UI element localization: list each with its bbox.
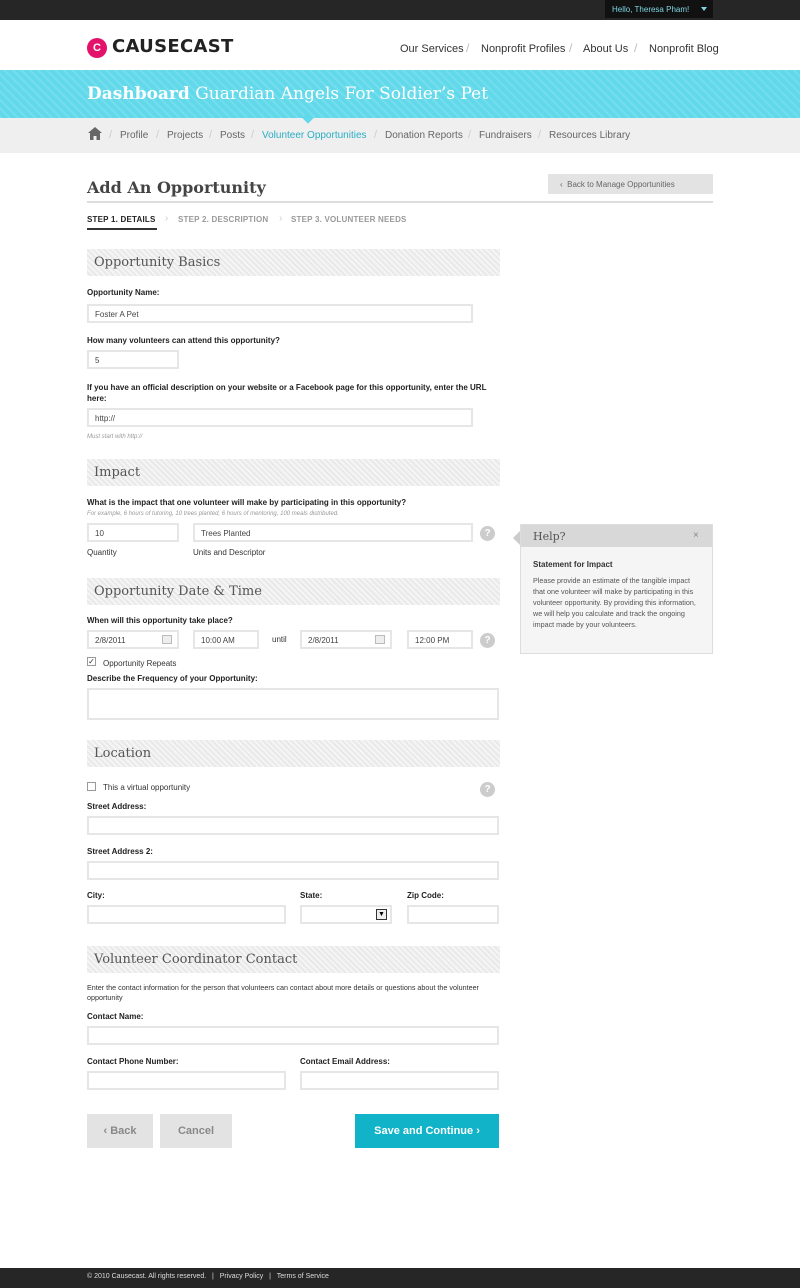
logo-mark[interactable]: C: [87, 38, 107, 58]
subnav-volunteer-opportunities[interactable]: Volunteer Opportunities: [262, 130, 367, 141]
chevron-left-icon: ‹: [560, 180, 563, 189]
street-label: Street Address:: [87, 802, 147, 811]
subnav-separator: /: [251, 129, 255, 141]
subnav-profile[interactable]: Profile: [120, 130, 149, 141]
subnav-resources-library[interactable]: Resources Library: [549, 130, 631, 141]
copyright: © 2010 Causecast. All rights reserved.: [87, 1273, 207, 1280]
quantity-label: Quantity: [87, 548, 117, 557]
subnav-separator: /: [468, 129, 472, 141]
city-input[interactable]: [87, 905, 286, 924]
url-input[interactable]: http://: [87, 408, 473, 427]
help-icon[interactable]: ?: [480, 526, 495, 541]
volunteer-count-label: How many volunteers can attend this opportunity?: [87, 336, 280, 345]
save-continue-button[interactable]: Save and Continue ›: [355, 1114, 499, 1148]
url-hint: Must start with http://: [87, 434, 143, 440]
section-date-time: [87, 578, 500, 605]
impact-question: What is the impact that one volunteer will make by participating in this opportunity?: [87, 498, 407, 507]
section-opportunity-basics: [87, 249, 500, 276]
chevron-right-icon: ›: [279, 213, 283, 224]
help-title: Help?: [533, 530, 566, 543]
contact-intro: Enter the contact information for the person that volunteers can contact about more details or questions about the volunteer opportunity: [87, 983, 479, 1002]
step-description[interactable]: STEP 2. DESCRIPTION: [178, 215, 269, 224]
close-icon[interactable]: ×: [693, 530, 699, 541]
url-label: If you have an official description on your website or a Facebook page for this opportunity, enter the URL here:: [87, 383, 487, 403]
units-label: Units and Descriptor: [193, 548, 266, 557]
help-icon[interactable]: ?: [480, 633, 495, 648]
calendar-icon[interactable]: [162, 635, 172, 644]
back-to-manage-button[interactable]: [548, 174, 713, 194]
contact-email-input[interactable]: [300, 1071, 499, 1090]
help-subtitle: Statement for Impact: [533, 560, 613, 569]
back-to-manage-label: Back to Manage Opportunities: [567, 180, 675, 189]
subnav-separator: /: [374, 129, 378, 141]
contact-phone-label: Contact Phone Number:: [87, 1057, 179, 1066]
frequency-input[interactable]: [87, 688, 499, 720]
logo-text[interactable]: CAUSECAST: [112, 36, 234, 57]
chevron-down-icon[interactable]: ▼: [376, 909, 387, 920]
nav-our-services[interactable]: Our Services: [400, 43, 464, 55]
home-icon[interactable]: [88, 127, 102, 140]
repeats-checkbox[interactable]: ✓: [88, 657, 95, 666]
volunteer-count-input[interactable]: 5: [87, 350, 179, 369]
banner-title: [87, 84, 488, 104]
street2-input[interactable]: [87, 861, 499, 880]
nav-nonprofit-blog[interactable]: Nonprofit Blog: [649, 43, 719, 55]
subnav-separator: /: [209, 129, 213, 141]
subnav-posts[interactable]: Posts: [220, 130, 246, 141]
impact-quantity-input[interactable]: 10: [87, 523, 179, 542]
subnav-donation-reports[interactable]: Donation Reports: [385, 130, 463, 141]
frequency-label: Describe the Frequency of your Opportunity:: [87, 674, 258, 683]
contact-name-label: Contact Name:: [87, 1012, 144, 1021]
until-label: until: [272, 635, 287, 644]
subnav-separator: /: [156, 129, 160, 141]
impact-units-input[interactable]: Trees Planted: [193, 523, 473, 542]
footer-separator: |: [212, 1273, 214, 1280]
banner-dashboard: Dashboard: [87, 84, 190, 104]
user-greeting: Hello, Theresa Pham!: [612, 5, 690, 14]
help-body: Please provide an estimate of the tangible impact that one volunteer will make by participating in this volunteer opportunity. By providing this information, we will help you calculate and track the ongoing impact made by your volunteers.: [533, 576, 696, 629]
street2-label: Street Address 2:: [87, 847, 153, 856]
section-heading: Location: [94, 746, 152, 761]
zip-input[interactable]: [407, 905, 499, 924]
contact-name-input[interactable]: [87, 1026, 499, 1045]
section-heading: Impact: [94, 465, 141, 480]
step-details[interactable]: STEP 1. DETAILS: [87, 215, 156, 224]
subnav-fundraisers[interactable]: Fundraisers: [479, 130, 532, 141]
nav-nonprofit-profiles[interactable]: Nonprofit Profiles: [481, 43, 566, 55]
start-date-input[interactable]: [87, 630, 179, 649]
start-time-input[interactable]: 10:00 AM: [193, 630, 259, 649]
back-button[interactable]: ‹ Back: [87, 1114, 153, 1148]
subnav-separator: /: [538, 129, 542, 141]
contact-phone-input[interactable]: [87, 1071, 286, 1090]
end-time-input[interactable]: 12:00 PM: [407, 630, 473, 649]
contact-email-label: Contact Email Address:: [300, 1057, 390, 1066]
page-title: Add An Opportunity: [87, 178, 266, 197]
section-heading: Opportunity Date & Time: [94, 584, 262, 599]
user-menu[interactable]: [605, 0, 713, 18]
cancel-button[interactable]: Cancel: [160, 1114, 232, 1148]
end-date-value: 2/8/2011: [308, 636, 339, 645]
section-coordinator-contact: [87, 946, 500, 973]
state-select[interactable]: [300, 905, 392, 924]
subnav-projects[interactable]: Projects: [167, 130, 204, 141]
privacy-link[interactable]: Privacy Policy: [219, 1273, 264, 1280]
footer: [0, 1268, 800, 1288]
calendar-icon[interactable]: [375, 635, 385, 644]
start-date-value: 2/8/2011: [95, 636, 126, 645]
state-label: State:: [300, 891, 323, 900]
opportunity-name-label: Opportunity Name:: [87, 288, 160, 297]
help-icon[interactable]: ?: [480, 782, 495, 797]
footer-separator: |: [269, 1273, 271, 1280]
banner-org-name: Guardian Angels For Soldier’s Pet: [195, 84, 489, 104]
date-question: When will this opportunity take place?: [87, 616, 233, 625]
opportunity-name-input[interactable]: Foster A Pet: [87, 304, 473, 323]
chevron-right-icon: ›: [165, 213, 169, 224]
virtual-label: This a virtual opportunity: [103, 783, 191, 792]
impact-example: For example, 6 hours of tutoring, 10 trees planted, 6 hours of mentoring, 100 meals distributed.: [87, 511, 339, 517]
subnav-separator: /: [109, 129, 113, 141]
step-volunteer-needs[interactable]: STEP 3. VOLUNTEER NEEDS: [291, 215, 407, 224]
nav-separator: /: [466, 41, 470, 55]
nav-about-us[interactable]: About Us: [583, 43, 629, 55]
section-heading: Opportunity Basics: [94, 255, 221, 270]
repeats-label: Opportunity Repeats: [103, 659, 177, 668]
nav-separator: /: [634, 41, 638, 55]
city-label: City:: [87, 891, 105, 900]
help-pointer: [513, 531, 520, 545]
terms-link[interactable]: Terms of Service: [276, 1273, 329, 1280]
virtual-checkbox[interactable]: [87, 782, 96, 791]
nav-separator: /: [569, 41, 573, 55]
end-date-input[interactable]: [300, 630, 392, 649]
title-divider: [87, 201, 713, 203]
zip-label: Zip Code:: [407, 891, 444, 900]
section-impact: [87, 459, 500, 486]
section-location: [87, 740, 500, 767]
street-input[interactable]: [87, 816, 499, 835]
caret-down-icon: [701, 7, 707, 11]
active-step-underline: [87, 228, 157, 230]
section-heading: Volunteer Coordinator Contact: [94, 952, 298, 967]
